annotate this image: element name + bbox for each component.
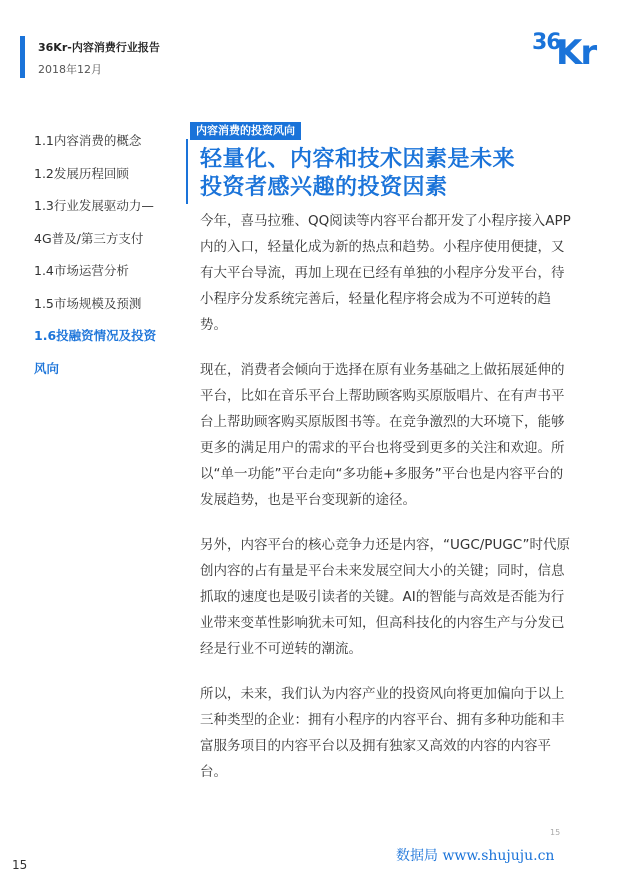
toc-item-1-4[interactable]: 1.4市场运营分析 bbox=[34, 263, 129, 278]
toc-item-1-5[interactable]: 1.5市场规模及预测 bbox=[34, 295, 142, 311]
36kr-logo bbox=[532, 30, 600, 74]
toc-item-1-6[interactable]: 1.6投融资情况及投资 bbox=[34, 328, 157, 343]
logo-text-36: 36 bbox=[532, 30, 561, 55]
toc-item-1-1[interactable]: 1.1内容消费的概念 bbox=[34, 133, 142, 148]
section-tag: 内容消费的投资风向 bbox=[190, 122, 301, 140]
body-text bbox=[200, 208, 572, 804]
logo-text-kr: Kr bbox=[556, 33, 596, 73]
paragraph-4: 所以，未来，我们认为内容产业的投资风向将更加偏向于以上三种类型的企业：拥有小程序的内容平台、拥有多种功能和丰富服务项目的内容平台以及拥有独家又高效的内容的内容平台。 bbox=[200, 686, 565, 780]
watermark: 数据局 www.shujuju.cn bbox=[396, 848, 555, 864]
header-accent-bar bbox=[20, 36, 25, 78]
paragraph-1: 今年，喜马拉雅、QQ阅读等内容平台都开发了小程序接入APP内的入口，轻量化成为新的热点和趋势。小程序使用便捷，又有大平台导流，再加上现在已经有单独的小程序分发平台，待小程序分发系统完善后，轻量化程序将会成为不可逆转的趋势。 bbox=[200, 213, 571, 333]
headline-line-2: 投资者感兴趣的投资因素 bbox=[200, 175, 448, 200]
paragraph-2: 现在，消费者会倾向于选择在原有业务基础之上做拓展延伸的平台，比如在音乐平台上帮助顾客购买原版唱片、在有声书平台上帮助顾客购买原版图书等。在竞争激烈的大环境下，能够更多的满足用户的需求的平台也将受到更多的关注和欢迎。所以“单一功能”平台走向“多功能+多服务”平台也是内容平台的发展趋势，也是平台变现新的途径。 bbox=[200, 362, 565, 508]
headline bbox=[200, 146, 515, 202]
toc-item-1-2[interactable]: 1.2发展历程回顾 bbox=[34, 165, 129, 181]
small-page-number: 15 bbox=[550, 828, 561, 837]
report-date: 2018年12月 bbox=[38, 63, 102, 76]
report-title: 36Kr-内容消费行业报告 bbox=[38, 41, 160, 54]
headline-line-1: 轻量化、内容和技术因素是未来 bbox=[200, 147, 516, 172]
toc-item-1-3-cont[interactable]: 4G普及/第三方支付 bbox=[34, 230, 144, 246]
toc-item-1-3[interactable]: 1.3行业发展驱动力— bbox=[34, 198, 154, 213]
table-of-contents bbox=[34, 130, 182, 390]
paragraph-3: 另外，内容平台的核心竞争力还是内容，“UGC/PUGC”时代原创内容的占有量是平台未来发展空间大小的关键；同时，信息抓取的速度也是吸引读者的关键。AI的智能与高效是否能为行业带来变革性影响犹未可知，但高科技化的内容生产与分发已经是行业不可逆转的潮流。 bbox=[200, 537, 570, 657]
headline-rule bbox=[186, 139, 188, 204]
page-number: 15 bbox=[12, 858, 28, 872]
toc-item-1-6-cont[interactable]: 风向 bbox=[34, 360, 60, 376]
